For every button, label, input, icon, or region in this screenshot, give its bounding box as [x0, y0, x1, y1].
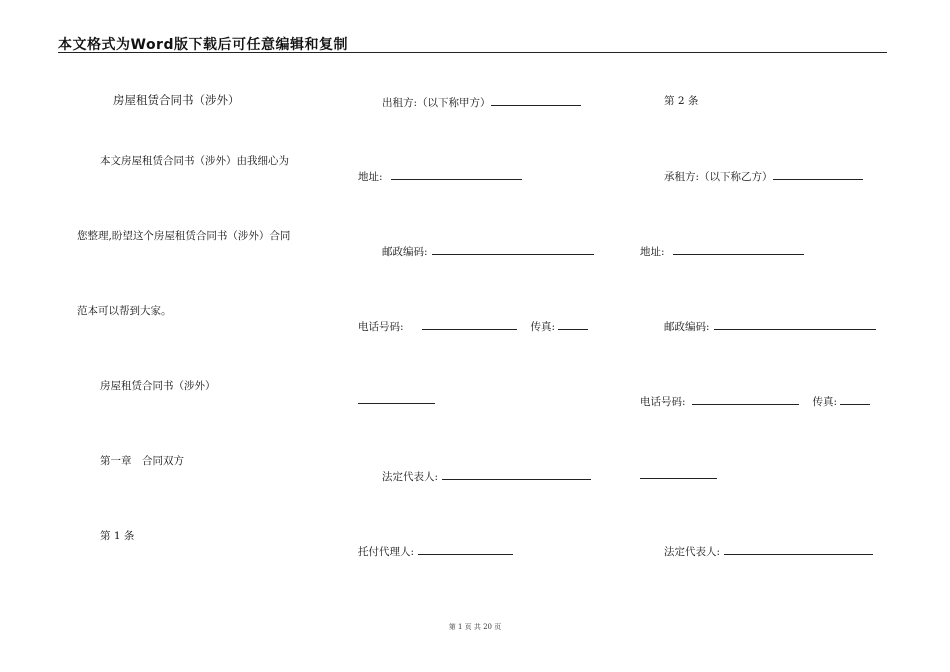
lessor-address-label: 地址: [358, 171, 383, 183]
lessor-legal-rep-field [382, 468, 591, 484]
lessee-address-field [640, 243, 804, 259]
article-2-heading: 第 2 条 [664, 95, 699, 107]
lessee-label: 承租方:（以下称乙方） [664, 171, 773, 183]
lessee-postcode-field [664, 318, 876, 334]
download-banner: 本文格式为Word版下载后可任意编辑和复制 [58, 37, 348, 53]
intro-line-3: 范本可以帮到大家。 [77, 305, 172, 317]
lessor-legal-rep-blank [442, 468, 591, 480]
chapter-heading: 第一章 合同双方 [100, 455, 184, 467]
lessee-legal-rep-label: 法定代表人: [664, 546, 721, 558]
lessor-phone-blank [422, 318, 517, 330]
lessor-agent-field [358, 543, 513, 559]
lessor-agent-label: 托付代理人: [358, 546, 415, 558]
lessor-agent-blank [418, 543, 513, 555]
lessor-postcode-field [382, 243, 594, 259]
lessor-field [382, 94, 581, 110]
lessee-address-label: 地址: [640, 246, 665, 258]
intro-line-2: 您整理,盼望这个房屋租赁合同书（涉外）合同 [77, 230, 291, 242]
article-1-heading: 第 1 条 [100, 530, 135, 542]
lessee-fax-continuation-blank [640, 478, 717, 479]
lessor-postcode-blank [432, 243, 594, 255]
lessee-postcode-blank [714, 318, 876, 330]
lessor-address-field [358, 168, 522, 184]
lessee-phone-field [640, 393, 870, 409]
lessor-postcode-label: 邮政编码: [382, 246, 428, 258]
lessor-fax-label: 传真: [530, 321, 556, 333]
lessor-label: 出租方:（以下称甲方） [382, 97, 491, 109]
lessor-fax-blank [558, 318, 588, 330]
lessee-address-blank [673, 243, 804, 255]
lessee-legal-rep-blank [724, 543, 873, 555]
lessee-legal-rep-field [664, 543, 873, 559]
lessee-postcode-label: 邮政编码: [664, 321, 710, 333]
header-divider [58, 52, 887, 53]
page-number: 第 1 页 共 20 页 [448, 623, 502, 631]
lessor-fax-continuation-blank [358, 403, 435, 404]
document-heading: 房屋租赁合同书（涉外） [100, 380, 216, 392]
lessee-fax-label: 传真: [812, 396, 838, 408]
lessee-blank [773, 168, 863, 180]
lessor-legal-rep-label: 法定代表人: [382, 471, 439, 483]
lessor-phone-field [358, 318, 588, 334]
lessee-phone-label: 电话号码: [640, 396, 686, 408]
lessee-field [664, 168, 863, 184]
lessor-blank [491, 94, 581, 106]
contract-title: 房屋租赁合同书（涉外） [113, 93, 240, 107]
intro-line-1: 本文房屋租赁合同书（涉外）由我细心为 [100, 155, 289, 167]
lessee-fax-blank [840, 393, 870, 405]
lessee-phone-blank [692, 393, 799, 405]
lessor-address-blank [391, 168, 522, 180]
lessor-phone-label: 电话号码: [358, 321, 404, 333]
